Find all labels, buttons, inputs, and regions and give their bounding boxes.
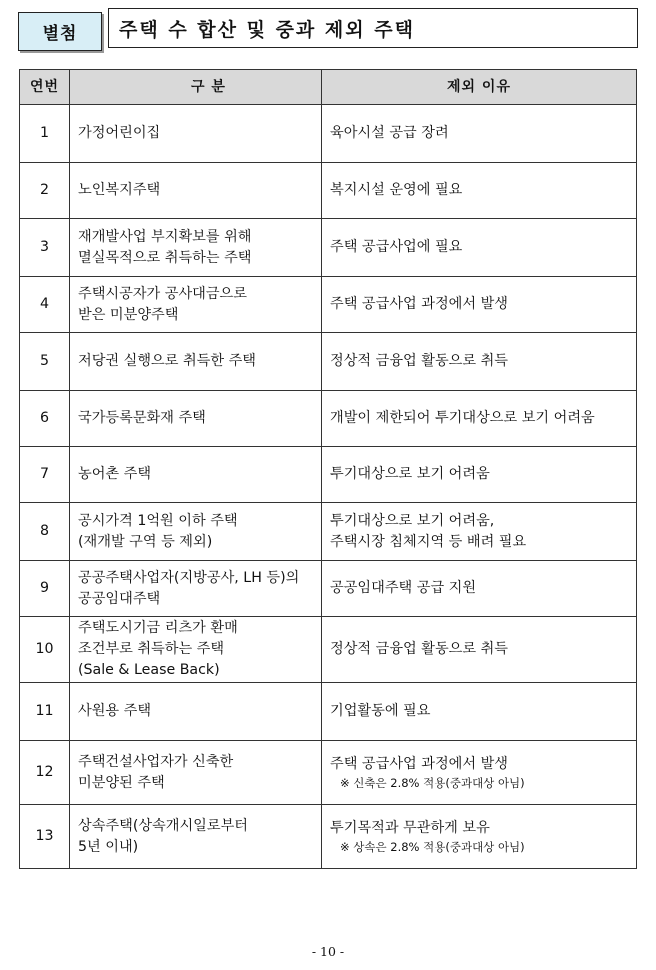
reason-cell bbox=[322, 391, 637, 447]
reason-text: 주택 공급사업 과정에서 발생 bbox=[330, 755, 508, 772]
reason-cell bbox=[322, 163, 637, 219]
division-cell bbox=[70, 503, 322, 561]
row-number: 6 bbox=[20, 391, 70, 447]
division-cell bbox=[70, 163, 322, 219]
table-row bbox=[20, 805, 637, 869]
table-row bbox=[20, 277, 637, 333]
reason-cell bbox=[322, 333, 637, 391]
reason-cell bbox=[322, 277, 637, 333]
row-number: 4 bbox=[20, 277, 70, 333]
division-text: 멸실목적으로 취득하는 주택 bbox=[78, 249, 252, 266]
table-row bbox=[20, 219, 637, 277]
reason-text: 주택 공급사업에 필요 bbox=[330, 239, 463, 255]
division-text: 상속주택(상속개시일로부터 bbox=[78, 817, 248, 834]
division-cell bbox=[70, 277, 322, 333]
division-text: 5년 이내) bbox=[78, 838, 139, 855]
table-row bbox=[20, 741, 637, 805]
table-row bbox=[20, 105, 637, 163]
reason-note: ※ 신축은 2.8% 적용(중과대상 아님) bbox=[340, 775, 525, 790]
division-cell bbox=[70, 391, 322, 447]
page-number: - 10 - bbox=[311, 944, 345, 959]
table-row bbox=[20, 683, 637, 741]
table-header-row bbox=[20, 70, 637, 105]
division-text: 노인복지주택 bbox=[78, 182, 161, 198]
division-text: (Sale & Lease Back) bbox=[78, 662, 220, 678]
reason-text: 주택시장 침체지역 등 배려 필요 bbox=[330, 533, 527, 550]
reason-text: 복지시설 운영에 필요 bbox=[330, 182, 463, 198]
reason-cell bbox=[322, 503, 637, 561]
row-number: 2 bbox=[20, 163, 70, 219]
document-header bbox=[12, 6, 640, 50]
table-row bbox=[20, 391, 637, 447]
table-row bbox=[20, 163, 637, 219]
division-text: 주택건설사업자가 신축한 bbox=[78, 753, 234, 770]
exclusion-table bbox=[19, 69, 637, 869]
division-cell bbox=[70, 683, 322, 741]
reason-cell bbox=[322, 617, 637, 683]
division-text: 농어촌 주택 bbox=[78, 466, 152, 482]
division-text: 받은 미분양주택 bbox=[78, 306, 179, 323]
reason-text: 투기대상으로 보기 어려움 bbox=[330, 466, 490, 482]
table-row bbox=[20, 617, 637, 683]
division-text: 가정어린이집 bbox=[78, 125, 161, 141]
table-row bbox=[20, 447, 637, 503]
reason-text: 정상적 금융업 활동으로 취득 bbox=[330, 353, 508, 369]
row-number: 12 bbox=[20, 741, 70, 805]
division-cell bbox=[70, 105, 322, 163]
reason-text: 정상적 금융업 활동으로 취득 bbox=[330, 641, 508, 657]
division-text: 공공임대주택 bbox=[78, 590, 161, 607]
row-number: 9 bbox=[20, 561, 70, 617]
division-text: 사원용 주택 bbox=[78, 703, 152, 719]
division-text: (재개발 구역 등 제외) bbox=[78, 533, 213, 550]
row-number: 10 bbox=[20, 617, 70, 683]
reason-text: 투기목적과 무관하게 보유 bbox=[330, 819, 490, 836]
division-cell bbox=[70, 741, 322, 805]
column-header-reason: 제외 이유 bbox=[322, 70, 637, 105]
reason-cell bbox=[322, 219, 637, 277]
reason-text: 투기대상으로 보기 어려움, bbox=[330, 512, 495, 529]
row-number: 3 bbox=[20, 219, 70, 277]
division-text: 국가등록문화재 주택 bbox=[78, 410, 206, 426]
row-number: 7 bbox=[20, 447, 70, 503]
division-cell bbox=[70, 561, 322, 617]
reason-cell bbox=[322, 561, 637, 617]
division-text: 재개발사업 부지확보를 위해 bbox=[78, 228, 252, 245]
attachment-badge: 별첨 bbox=[18, 12, 102, 51]
reason-note: ※ 상속은 2.8% 적용(중과대상 아님) bbox=[340, 839, 525, 854]
page-title: 주택 수 합산 및 중과 제외 주택 bbox=[108, 8, 638, 48]
table-body bbox=[20, 105, 637, 869]
reason-cell bbox=[322, 805, 637, 869]
reason-text: 육아시설 공급 장려 bbox=[330, 125, 449, 141]
division-cell bbox=[70, 805, 322, 869]
division-text: 주택시공자가 공사대금으로 bbox=[78, 285, 247, 302]
division-cell bbox=[70, 219, 322, 277]
division-cell bbox=[70, 617, 322, 683]
division-text: 미분양된 주택 bbox=[78, 774, 165, 791]
reason-cell bbox=[322, 105, 637, 163]
row-number: 13 bbox=[20, 805, 70, 869]
division-cell bbox=[70, 333, 322, 391]
reason-text: 공공임대주택 공급 지원 bbox=[330, 580, 477, 596]
row-number: 5 bbox=[20, 333, 70, 391]
column-header-no: 연번 bbox=[20, 70, 70, 105]
reason-cell bbox=[322, 447, 637, 503]
division-text: 공시가격 1억원 이하 주택 bbox=[78, 512, 238, 529]
table-row bbox=[20, 333, 637, 391]
row-number: 1 bbox=[20, 105, 70, 163]
division-text: 공공주택사업자(지방공사, LH 등)의 bbox=[78, 569, 300, 586]
row-number: 11 bbox=[20, 683, 70, 741]
table-row bbox=[20, 503, 637, 561]
division-text: 조건부로 취득하는 주택 bbox=[78, 641, 225, 657]
reason-cell bbox=[322, 683, 637, 741]
reason-text: 개발이 제한되어 투기대상으로 보기 어려움 bbox=[330, 410, 595, 426]
reason-text: 주택 공급사업 과정에서 발생 bbox=[330, 296, 508, 312]
division-text: 저당권 실행으로 취득한 주택 bbox=[78, 353, 256, 369]
reason-cell bbox=[322, 741, 637, 805]
division-text: 주택도시기금 리츠가 환매 bbox=[78, 620, 238, 636]
row-number: 8 bbox=[20, 503, 70, 561]
column-header-division: 구 분 bbox=[70, 70, 322, 105]
table-row bbox=[20, 561, 637, 617]
reason-text: 기업활동에 필요 bbox=[330, 703, 431, 719]
division-cell bbox=[70, 447, 322, 503]
